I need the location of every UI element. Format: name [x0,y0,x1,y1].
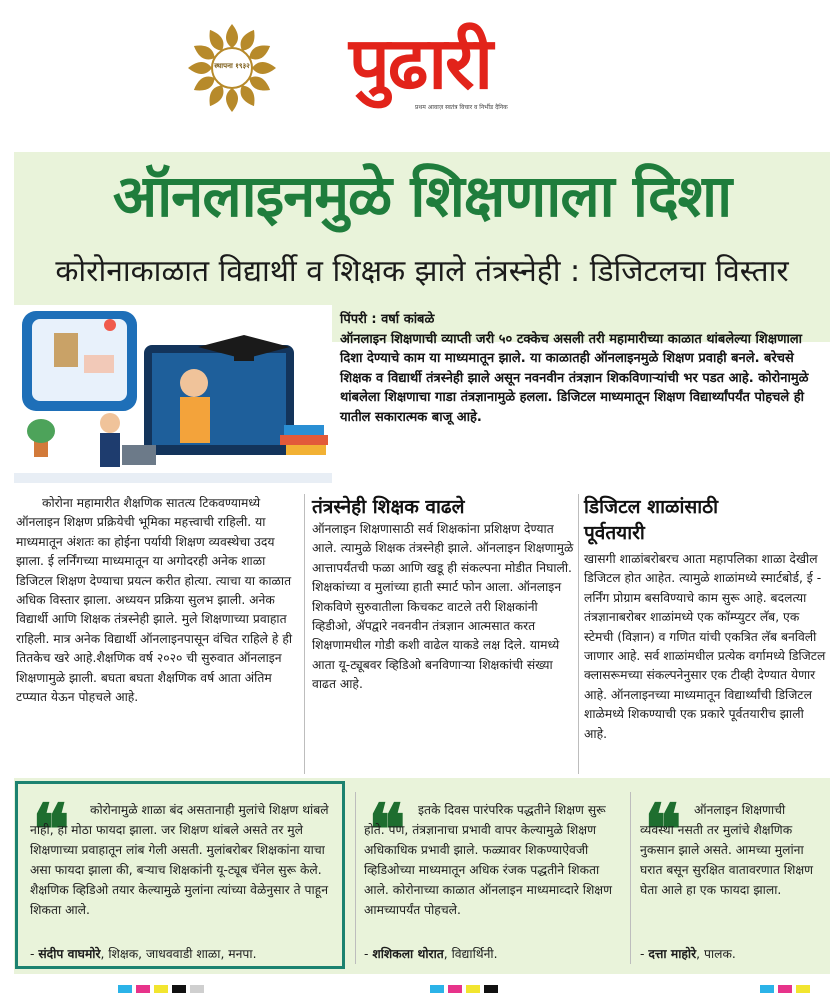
print-color-swatch [430,985,444,993]
quote-author: संदीप वाघमोरे [38,947,101,961]
column-heading-teachers: तंत्रस्नेही शिक्षक वाढले [312,496,465,518]
quote-attribution: - दत्ता माहोरे, पालक. [640,947,736,961]
quote-mark-icon: ❝ [368,788,406,871]
column-heading-digital-schools [584,494,828,546]
quote-author: दत्ता माहोरे [648,947,697,961]
article-column-2: ऑनलाइन शिक्षणासाठी सर्व शिक्षकांना प्रशिक्षण देण्यात आले. त्यामुळे शिक्षक तंत्रस्नेही झाले. ऑनलाइन शिक्षणामुळे आत्तापर्यंतची फळा आणि खडू ही संकल्पना मोडीत निघाली. शिक्षकांच्या व मुलांच्या हाती स्मार्ट फोन आला. ऑनलाइन शिकविणे सुरुवातीला किचकट वाटले तरी शिक्षकांनी व्हिडीओ, ॲपद्वारे नवनवीन तंत्रज्ञान आत्मसात करत शिक्षणामधील गोडी कशी वाढेल याकडे लक्ष दिले. यामध्ये आता यू-ट्यूबवर व्हिडिओ बनविणाऱ्या शिक्षकांची संख्या वाढत आहे. [312,522,574,692]
print-color-swatch [118,985,132,993]
print-color-swatch [172,985,186,993]
logo-text: पुढारी [348,21,492,105]
quote-author: शशिकला थोरात [372,947,444,961]
quote-text: ऑनलाइन शिक्षणाची व्यवस्था नसती तर मुलांचे शैक्षणिक नुकसान झाले असते. आमच्या मुलांना घरात बसून सुरक्षित वातावरणात शिक्षण घेता आले हा एक फायदा झाला. [640,803,814,897]
column-divider [304,494,305,774]
subheadline: कोरोनाकाळात विद्यार्थी व शिक्षक झाले तंत्रस्नेही : डिजिटलचा विस्तार [55,254,789,289]
quote-attribution: - शशिकला थोरात, विद्यार्थिनी. [364,947,498,961]
print-color-swatch [796,985,810,993]
quote-box-3 [640,788,820,900]
article-column-1: कोरोना महामारीत शैक्षणिक सातत्य टिकवण्यामध्ये ऑनलाइन शिक्षण प्रक्रियेची भूमिका महत्त्वाची राहिली. या माध्यमातून अंशतः का होईना पर्यायी शिक्षण व्यवस्थेचा उदय झाला. ई लर्निंगच्या माध्यमातून या अगोदरही अनेक शाळा डिजिटल शिक्षण देण्याचा प्रयत्न करीत होत्या. त्याचा या काळात अधिक विस्तार झाला. अध्ययन प्रक्रिया सुलभ झाली. अनेक विद्यार्थी आणि शिक्षक तंत्रस्नेही झाले. मुले शिक्षणाच्या प्रवाहात राहिली. मात्र अनेक विद्यार्थी ऑनलाइनपासून वंचित राहिले हे ही तितकेच खरे आहे.शैक्षणिक वर्ष २०२० ची सुरुवात ऑनलाइन शिक्षणामुळे झाली. बघता बघता शैक्षणिक वर्ष आता अंतिम टप्प्यात येऊन पोहचले आहे. [16,496,293,705]
print-color-swatch [484,985,498,993]
intro-text: ऑनलाइन शिक्षणाची व्याप्ती जरी ५० टक्केच असली तरी महामारीच्या काळात थांबलेल्या शिक्षणाला दिशा देण्याचे काम या माध्यमातून झाले. या काळातही ऑनलाइनमुळे शिक्षण प्रवाही बनले. बरेचसे शिक्षक व विद्यार्थी तंत्रस्नेही झाले असून नवनवीन तंत्रज्ञान शिकविणाऱ्यांची भर पडत आहे. कोरोनामुळे थांबलेला शिक्षणाचा गाडा तंत्रज्ञानामुळे हलला. डिजिटल माध्यमातून शिक्षण विद्यार्थ्यांपर्यंत पोहचले ही यातील सकारात्मक बाजू आहे. [340,331,809,425]
print-color-swatch [760,985,774,993]
print-color-swatch [466,985,480,993]
quote-attribution: - संदीप वाघमोरे, शिक्षक, जाधववाडी शाळा, मनपा. [30,947,257,961]
illustration-image [14,305,332,483]
masthead-tagline: प्रथम आवाज़ स्वतंत्र विचार व निर्भीड दैनिक [415,104,508,111]
quote-text: कोरोनामुळे शाळा बंद असतानाही मुलांचे शिक्षण थांबले नाही, हा मोठा फायदा झाला. जर शिक्षण थांबले असते तर मुले शिक्षणाच्या प्रवाहातून लांब गेली असती. मुलांबरोबर शिक्षकांना याचा असा फायदा झाला की, बऱ्याच शिक्षकांनी यू-ट्यूब चॅनेल सुरू केले. शैक्षणिक व्हिडिओ तयार केल्यामुळे मुलांना त्यांच्या वेळेनुसार ते पाहून शिकता आले. [30,803,329,917]
page-title: ऑनलाइनमुळे शिक्षणाला दिशा [112,162,732,230]
quote-role: , शिक्षक, जाधववाडी शाळा, मनपा. [100,947,257,961]
quote-mark-icon: ❝ [32,788,70,871]
print-color-swatch [154,985,168,993]
quote-role: , पालक. [696,947,736,961]
intro-paragraph [340,310,815,470]
byline: पिंपरी : वर्षा कांबळे [340,312,435,327]
online-learning-illustration [14,305,332,483]
column-divider [630,792,631,964]
quote-box-2 [364,788,620,920]
print-color-swatch [778,985,792,993]
quote-mark-icon: ❝ [644,788,682,871]
quote-text: इतके दिवस पारंपरिक पद्धतीने शिक्षण सुरू होते. पण, तंत्रज्ञानाचा प्रभावी वापर केल्यामुळे शिक्षण अधिकाधिक प्रभावी झाले. फळ्यावर शिकण्याऐवजी व्हिडिओच्या माध्यमातून अधिक रंजक पद्धतीने शिकता आले. कोरोनाच्या काळात ऑनलाइन माध्यमाव्दारे शिक्षण आमच्यापर्यंत पोहचले. [364,803,613,917]
column-divider [355,792,356,964]
quote-box-1 [30,788,336,920]
print-color-swatch [136,985,150,993]
masthead-logo [300,20,540,112]
masthead-seal [186,22,278,114]
print-color-swatch [190,985,204,993]
heading-line: पूर्वतयारी [584,522,645,544]
seal-text: स्थापना १९३२ [214,62,250,70]
article-column-3: खासगी शाळांबरोबरच आता महापलिका शाळा देखील डिजिटल होत आहेत. त्यामुळे शाळांमध्ये स्मार्टबोर्ड, ई - लर्निंग प्रोग्राम बसविण्याचे काम सुरू आहे. बदलत्या तंत्रज्ञानाबरोबर शाळांमध्ये एक कॉम्प्युटर लॅब, एक स्टेमची (विज्ञान) व गणित यांची एकत्रित लॅब बनविली जाणार आहे. सर्व शाळांमधील प्रत्येक वर्गामध्ये डिजिटल क्लासरूमच्या संकल्पनेनुसार एक टीव्ही देण्यात येणार आहे. ऑनलाइनच्या माध्यमातून विद्यार्थ्यांची डिजिटल शाळेमध्ये शिकण्याची एक प्रकारे पूर्वतयारीच झाली आहे. [584,552,826,741]
quote-role: , विद्यार्थिनी. [443,947,498,961]
print-color-swatch [448,985,462,993]
heading-line: डिजिटल शाळांसाठी [584,496,719,518]
column-divider [578,494,579,774]
